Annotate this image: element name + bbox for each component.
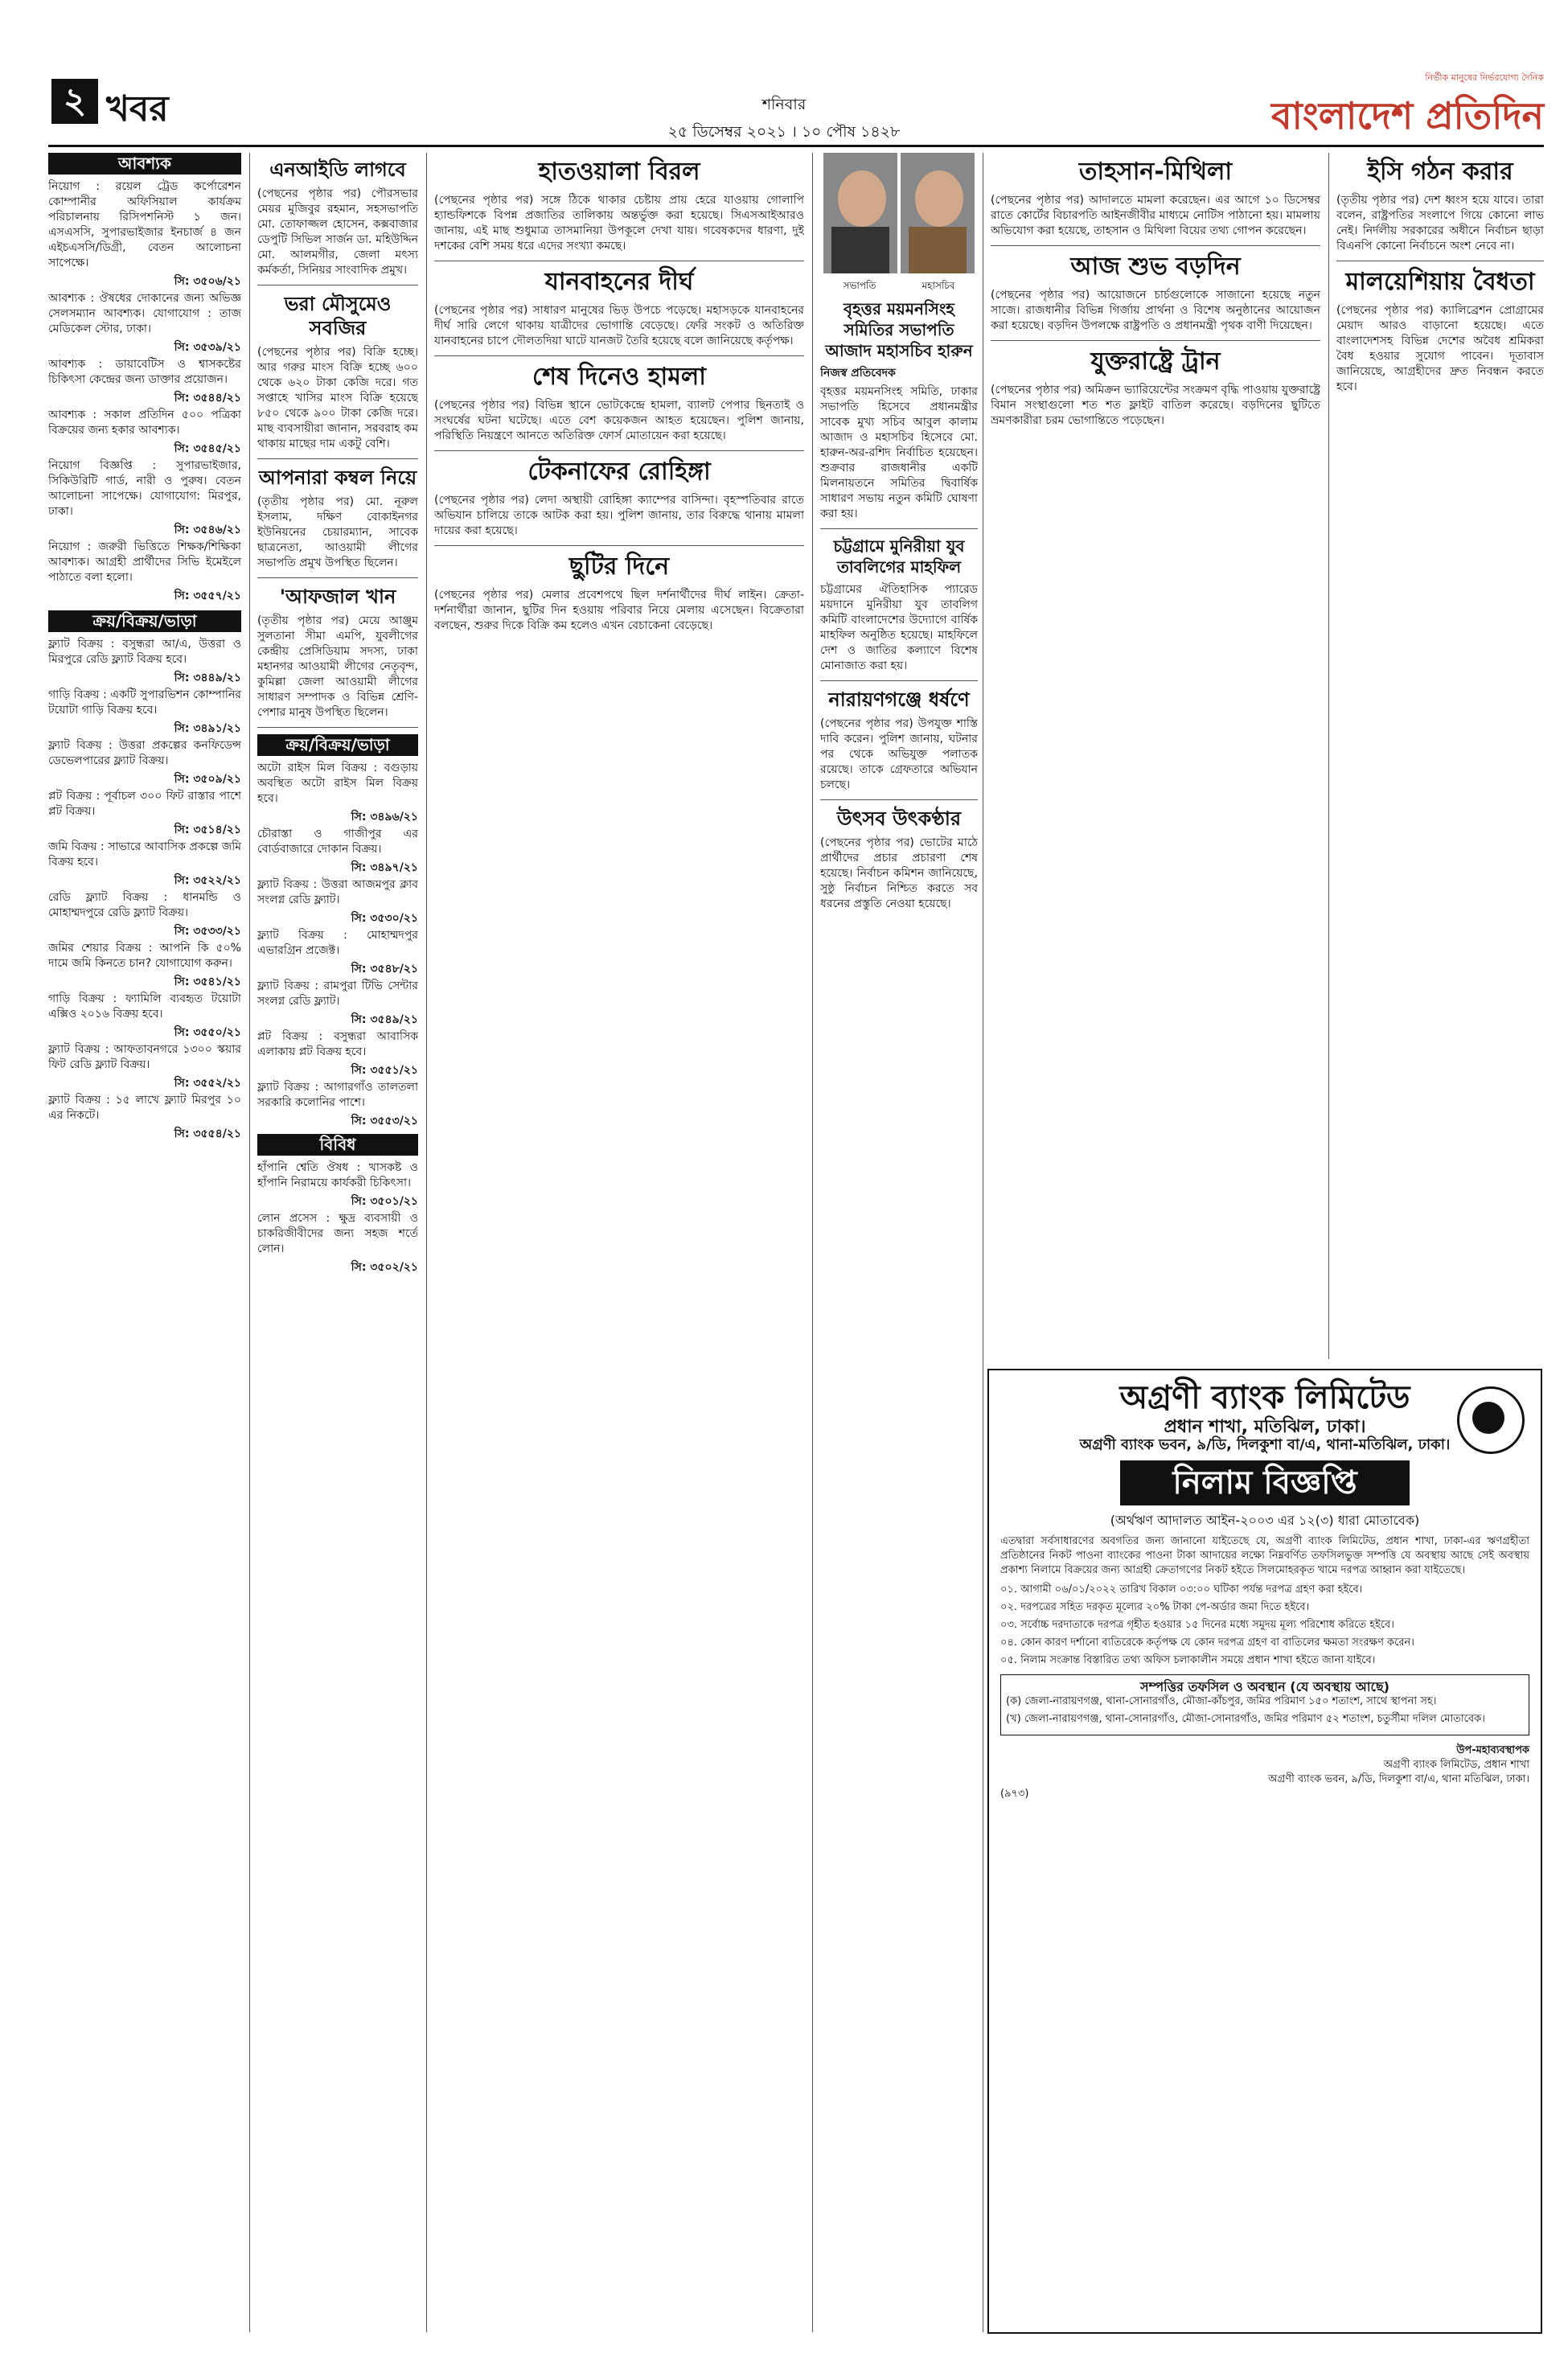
day-label: শনিবার [761, 96, 807, 113]
classified-ad-code: সি: ৩৫৪৪/২১ [174, 392, 241, 405]
auction-terms [1000, 1583, 1529, 1668]
classified-ad-text: প্লট বিক্রয় : বসুন্ধরা আবাসিক এলাকায় প্লট বিক্রয় হবে। [257, 1030, 418, 1058]
classified-ad [48, 688, 241, 737]
classified-ad [257, 1160, 418, 1210]
buysell2-list [257, 761, 418, 1129]
classified-ad-code: সি: ৩৫৫০/২১ [174, 1026, 241, 1039]
classified-ad-code: সি: ৩৫৪১/২১ [174, 975, 241, 988]
signer-address: অগ্রণী ব্যাংক ভবন, ৯/ডি, দিলকুশা বা/এ, থানা মতিঝিল, ঢাকা। [1268, 1773, 1529, 1785]
misc-heading: বিবিধ [257, 1134, 418, 1156]
divider [991, 245, 1320, 246]
divider [991, 340, 1320, 341]
headline-malaysia[interactable]: মালয়েশিয়ায় বৈধতা [1345, 268, 1535, 296]
headline-mymensingh[interactable]: বৃহত্তর ময়মনসিংহ সমিতির সভাপতি আজাদ মহাসচিব হারুন [825, 299, 973, 360]
article-narayanganj-body: (পেছনের পৃষ্ঠার পর) উপযুক্ত শাস্তি দাবি করেন। পুলিশ জানায়, ঘটনার পর থেকে অভিযুক্ত পলাতক রয়েছে। তাকে গ্রেফতারে অভিযান চলছে। [820, 717, 978, 791]
headline-narayanganj[interactable]: নারায়ণগঞ্জে ধর্ষণে [828, 688, 970, 711]
classified-ad-code: সি: ৩৫০১/২১ [351, 1195, 418, 1208]
classified-ad-code: সি: ৩৫০৬/২১ [174, 275, 241, 288]
signer-title: উপ-মহাব্যবস্থাপক [1456, 1744, 1529, 1756]
misc-list [257, 1160, 418, 1275]
brand-tagline: নির্ভীক মানুষের নির্ভরযোগ্য দৈনিক [1425, 72, 1544, 83]
classified-ad-code: সি: ৩৪৪৯/২১ [174, 672, 241, 684]
portrait-captions [820, 278, 978, 294]
classified-ad-text: নিয়োগ : রয়েল ট্রেড কর্পোরেশন কোম্পানীর অফিসিয়াল কার্যক্রম পরিচালনায় রিসিপশনিস্ট ১ জন। এসএসসি, সুপারভাইজার ইনচার্জ ৪ জন এইচএসসি/ডিগ্রী, বেতন আলোচনা সাপেক্ষে। [48, 180, 241, 269]
portrait-secretary [901, 153, 975, 273]
classified-ad-text: ফ্ল্যাট বিক্রয় : রামপুরা টিভি সেন্টার সংলগ্ন রেডি ফ্ল্যাট। [257, 980, 418, 1008]
classified-ad-text: ফ্ল্যাট বিক্রয় : বসুন্ধরা আ/এ, উত্তরা ও মিরপুরে রেডি ফ্ল্যাট বিক্রয় হবে। [48, 638, 241, 666]
classified-ad-code: সি: ৩৫২২/২১ [174, 874, 241, 887]
classified-ad-text: ফ্ল্যাট বিক্রয় : উত্তরা প্রকল্পের কনফিডেন্স ডেভেলপারের ফ্ল্যাট বিক্রয়। [48, 739, 241, 767]
classified-ad-text: ফ্ল্যাট বিক্রয় : আফতাবনগরে ১৩০০ স্কয়ার ফিট রেডি ফ্ল্যাট বিক্রয়। [48, 1043, 241, 1071]
headline-ec[interactable]: ইসি গঠন করার [1367, 158, 1513, 186]
signer-org: অগ্রণী ব্যাংক লিমিটেড, প্রধান শাখা [1383, 1759, 1529, 1771]
headline-afzal[interactable]: 'আফজাল খান [279, 585, 396, 608]
classified-ad [48, 789, 241, 838]
classified-ad-code: সি: ৩৫০৯/২১ [174, 773, 241, 786]
classified-ad-text: রেডি ফ্ল্যাট বিক্রয় : ধানমন্ডি ও মোহাম্মদপুরে রেডি ফ্ল্যাট বিক্রয়। [48, 891, 241, 919]
caption-president: সভাপতি [843, 280, 876, 291]
classified-ad-code: সি: ৩৫৫৭/২১ [174, 589, 241, 602]
bank-auction-ad [987, 1369, 1542, 2334]
classified-ad [48, 540, 241, 604]
divider [257, 458, 418, 459]
classified-ad-text: গাড়ি বিক্রয় : একটি সুপারভিশন কোম্পানির টয়োটা গাড়ি বিক্রয় হবে। [48, 688, 241, 717]
bank-logo-icon [1457, 1386, 1525, 1454]
headline-hatwala[interactable]: হাতওয়ালা বিরল [538, 158, 700, 186]
classified-ad-text: আবশ্যক : ঔষধের দোকানের জন্য অভিজ্ঞ সেলসম্যান আবশ্যক। যোগাযোগ : তাজ মেডিকেল স্টোর, ঢাকা। [48, 292, 241, 335]
jobs-list [48, 179, 241, 604]
article-transport-body: (পেছনের পৃষ্ঠার পর) সাধারণ মানুষের ভিড় উপচে পড়েছে। মহাসড়কে যানবাহনের দীর্ঘ সারি লেগে থাকায় যাত্রীদের ভোগান্তি বেড়েছে। ফেরি সংকট ও অতিরিক্ত যানবাহনের চাপে দৌলতদিয়া ঘাটে যানজট তৈরি হয়েছে বলে জানিয়েছে কর্তৃপক্ষ। [434, 304, 804, 347]
article-usa-body: (পেছনের পৃষ্ঠার পর) অমিক্রন ভ্যারিয়েন্টের সংক্রমণ বৃদ্ধি পাওয়ায় যুক্তরাষ্ট্রে বিমান সংস্থাগুলো শত শত ফ্লাইট বাতিল করেছে। বড়দিনের ছুটিতে ভ্রমণকারীরা চরম ভোগান্তিতে পড়েছেন। [991, 384, 1320, 427]
auction-term: ০৫. নিলাম সংক্রান্ত বিস্তারিত তথ্য অফিস চলাকালীন সময়ে প্রধান শাখা হইতে জানা যাইবে। [1000, 1654, 1376, 1666]
headline-holiday[interactable]: ছুটির দিনে [569, 552, 670, 581]
portrait-president [823, 153, 897, 273]
classified-ad [257, 928, 418, 977]
classified-ad-text: নিয়োগ : জরুরী ভিত্তিতে শিক্ষক/শিক্ষিকা আবশ্যক। আগ্রহী প্রার্থীদের সিভি ইমেইলে পাঠাতে বলা হলো। [48, 540, 241, 584]
column-two [257, 153, 418, 2324]
classified-ad-text: লোন প্রসেস : ক্ষুদ্র ব্যবসায়ী ও চাকরিজীবীদের জন্য সহজ শর্তে লোন। [257, 1212, 418, 1255]
classified-ad-code: সি: ৩৫৫১/২১ [351, 1064, 418, 1077]
article-festival-body: (পেছনের পৃষ্ঠার পর) ভোটের মাঠে প্রার্থীদের প্রচার প্রচারণা শেষ হয়েছে। নির্বাচন কমিশন জানিয়েছে, সুষ্ঠু নির্বাচন নিশ্চিত করতে সব ধরনের প্রস্তুতি নেওয়া হয়েছে। [820, 836, 978, 910]
classified-ad-text: আবশ্যক : ডায়াবেটিস ও শ্বাসকষ্টের চিকিৎসা কেন্দ্রের জন্য ডাক্তার প্রয়োজন। [48, 358, 241, 386]
article-hatwala-body: (পেছনের পৃষ্ঠার পর) সঙ্গে ঠিকে থাকার চেষ্টায় প্রায় হেরে যাওয়ায় গোলাপি হ্যান্ডফিশকে বিপন্ন প্রজাতির তালিকায় অন্তর্ভুক্ত করা হয়েছে। সিএসআইআরও জানায়, এই মাছ শুধুমাত্র তাসমানিয়া উপকূলে দেখা যায়। গবেষকদের ধারণা, দুই দশকের বেশি সময় ধরে এদের সংখ্যা কমছে। [434, 194, 804, 253]
bank-branch: প্রধান শাখা, মতিঝিল, ঢাকা। [1164, 1417, 1366, 1437]
classified-ad [48, 357, 241, 406]
classified-ad-text: গাড়ি বিক্রয় : ফ্যামিলি ব্যবহৃত টয়োটা এক্সিও ২০১৬ বিক্রয় হবে। [48, 992, 241, 1021]
divider [257, 577, 418, 578]
classified-ad [257, 761, 418, 825]
classified-ad [257, 1211, 418, 1275]
portraits [820, 153, 978, 278]
auction-notice-title: নিলাম বিজ্ঞপ্তি [1120, 1460, 1410, 1505]
classified-ad-text: চৌরাস্তা ও গাজীপুর এর বোর্ডবাজারে দোকান বিক্রয়। [257, 828, 418, 856]
classified-ad-code: সি: ৩৪৯৭/২১ [351, 861, 418, 874]
column-divider [426, 153, 427, 2332]
classified-ad [48, 840, 241, 889]
headline-blanket[interactable]: আপনারা কম্বল নিয়ে [258, 466, 417, 489]
classified-ad [48, 408, 241, 457]
classified-ad [257, 877, 418, 926]
auction-term: ০২. দরপত্রের সহিত দরকৃত মূল্যের ২০% টাকা পে-অর্ডার জমা দিতে হইবে। [1000, 1601, 1310, 1613]
headline-transport[interactable]: যানবাহনের দীর্ঘ [544, 268, 694, 296]
divider [820, 799, 978, 800]
column-four [820, 153, 978, 2324]
masthead-rule [48, 145, 1544, 147]
headline-vegetables[interactable]: ভরা মৌসুমেও সবজির [284, 293, 392, 339]
classified-ad [257, 1029, 418, 1078]
headline-attack[interactable]: শেষ দিনেও হামলা [532, 363, 706, 391]
classified-ad [257, 979, 418, 1028]
classified-ad-code: সি: ৩৫৩০/২১ [351, 912, 418, 925]
classified-ad-code: সি: ৩৫৪৯/২১ [351, 1013, 418, 1026]
headline-christmas[interactable]: আজ শুভ বড়দিন [1070, 253, 1241, 281]
article-vegetables-body: (পেছনের পৃষ্ঠার পর) বিক্রি হচ্ছে। আর গরুর মাংস বিক্রি হচ্ছে ৬০০ থেকে ৬২০ টাকা কেজি দরে। গত সপ্তাহে খাসির মাংস বিক্রি হয়েছে ৮৫০ থেকে ৯০০ টাকা কেজি দরে। মাছ ব্যবসায়ীরা জানান, সরবরাহ কম থাকায় মাছের দাম একটু বেশি। [257, 346, 418, 450]
classified-ad-code: সি: ৩৫১৪/২১ [174, 824, 241, 836]
divider [820, 528, 978, 529]
headline-nid[interactable]: এনআইডি লাগবে [269, 158, 406, 181]
auction-term: ০৩. সর্বোচ্চ দরদাতাকে দরপত্র গৃহীত হওয়ার ১৫ দিনের মধ্যে সমুদয় মূল্য পরিশোধ করিতে হইবে। [1000, 1619, 1394, 1631]
caption-secretary: মহাসচিব [922, 280, 955, 291]
auction-term: ০৪. কোন কারণ দর্শানো ব্যতিরেকে কর্তৃপক্ষ যে কোন দরপত্র গ্রহণ বা বাতিলের ক্ষমতা সংরক্ষণ করেন। [1000, 1637, 1414, 1649]
classified-ad [48, 458, 241, 538]
article-mymensingh-body: বৃহত্তর ময়মনসিংহ সমিতি, ঢাকার সভাপতি হিসেবে প্রধানমন্ত্রীর সাবেক মুখ্য সচিব আবুল কালাম আজাদ ও মহাসচিব হিসেবে মো. হারুন-অর-রশিদ নির্বাচিত হয়েছেন। শুক্রবার রাজধানীর একটি মিলনায়তনে সমিতির দ্বিবার্ষিক সাধারণ সভায় নতুন কমিটি ঘোষণা করা হয়। [820, 385, 978, 520]
article-malaysia-body: (পেছনের পৃষ্ঠার পর) ক্যালিব্রেশন প্রোগ্রামের মেয়াদ আরও বাড়ানো হয়েছে। এতে বাংলাদেশসহ বিভিন্ন দেশের অবৈধ শ্রমিকরা বৈধ হওয়ার সুযোগ পাবেন। দূতাবাস জানিয়েছে, আগ্রহীদের দ্রুত নিবন্ধন করতে হবে। [1336, 304, 1544, 393]
classified-ad-code: সি: ৩৫৪৮/২১ [351, 963, 418, 975]
auction-body: এতদ্বারা সর্বসাধারণের অবগতির জন্য জানানো যাইতেছে যে, অগ্রণী ব্যাংক লিমিটেড, প্রধান শাখা, ঢাকা-এর ঋণগ্রহীতা প্রতিষ্ঠানের নিকট পাওনা ব্যাংকের পাওনা টাকা আদায়ের লক্ষ্যে নিম্নবর্ণিত তফসিলভুক্ত সম্পত্তি যে অবস্থায় আছে সেই অবস্থায় প্রকাশ্য নিলামে বিক্রয়ের জন্য আগ্রহী ক্রেতাগণের নিকট হইতে সিলমোহরকৃত খামে দরপত্র আহ্বান করা যাইতেছে। [1000, 1535, 1529, 1576]
classified-ad [48, 637, 241, 686]
classified-ad-code: সি: ৩৪৯৬/২১ [351, 811, 418, 824]
article-holiday-body: (পেছনের পৃষ্ঠার পর) মেলার প্রবেশপথে ছিল দর্শনার্থীদের দীর্ঘ লাইন। ক্রেতা-দর্শনার্থীরা জানান, ছুটির দিন হওয়ায় পরিবার নিয়ে মেলায় এসেছেন। বিক্রেতারা বলছেন, শুরুর দিকে বিক্রি কম হলেও এখন বেচাকেনা বেড়েছে। [434, 589, 804, 632]
classified-ad-text: ফ্ল্যাট বিক্রয় : মোহাম্মদপুর এভারগ্রিন প্রজেক্ট। [257, 929, 418, 957]
classified-ad [48, 890, 241, 939]
classified-ad-code: সি: ৩৫৫২/২১ [174, 1077, 241, 1090]
column-six [1336, 153, 1544, 1359]
headline-tahsan[interactable]: তাহসান-মিথিলা [1078, 158, 1233, 186]
classified-ad-text: ফ্ল্যাট বিক্রয় : উত্তরা আজমপুর ক্লাব সংলগ্ন রেডি ফ্ল্যাট। [257, 878, 418, 906]
article-christmas-body: (পেছনের পৃষ্ঠার পর) আয়োজনে চার্চগুলোকে সাজানো হয়েছে নতুন সাজে। রাজধানীর বিভিন্ন গির্জায় প্রার্থনা ও বিশেষ অনুষ্ঠানের আয়োজন করা হয়েছে। বড়দিন উপলক্ষে রাষ্ট্রপতি ও প্রধানমন্ত্রী পৃথক বাণী দিয়েছেন। [991, 289, 1320, 332]
article-tahsan-body: (পেছনের পৃষ্ঠার পর) আদালতে মামলা করেছেন। এর আগে ১০ ডিসেম্বর রাতে কোর্টের বিচারপতি আইনজীবীর মাধ্যমে নোটিস পাঠানো হয়। মামলায় অভিযোগ করা হয়েছে, তাহসান ও মিথিলা বিয়ের তথ্য গোপন করেছেন। [991, 194, 1320, 237]
headline-festival[interactable]: উৎসব উৎকণ্ঠার [836, 807, 962, 830]
classified-ad-text: আবশ্যক : সকাল প্রতিদিন ৫০০ পত্রিকা বিক্রয়ের জন্য হকার আবশ্যক। [48, 409, 241, 437]
divider [434, 545, 804, 546]
classified-ad [48, 992, 241, 1041]
classified-ad-text: ফ্ল্যাট বিক্রয় : ১৫ লাখে ফ্ল্যাট মিরপুর ১০ এর নিকটে। [48, 1094, 241, 1122]
classified-ad-code: সি: ৩৪৯১/২১ [174, 722, 241, 735]
classified-ad [257, 827, 418, 876]
article-attack-body: (পেছনের পৃষ্ঠার পর) বিভিন্ন স্থানে ভোটকেন্দ্রে হামলা, ব্যালট পেপার ছিনতাই ও সংঘর্ষের ঘটনা ঘটেছে। এতে বেশ কয়েকজন আহত হয়েছেন। পুলিশ জানায়, পরিস্থিতি নিয়ন্ত্রণে আনতে অতিরিক্ত ফোর্স মোতায়েন করা হয়েছে। [434, 399, 804, 442]
article-ec-body: (তৃতীয় পৃষ্ঠার পর) দেশ ধ্বংস হয়ে যাবে। তারা বলেন, রাষ্ট্রপতির সংলাপে গিয়ে কোনো লাভ নেই। নির্দলীয় সরকারের অধীনে নির্বাচন ছাড়া বিএনপি কোনো নির্বাচনে অংশ নেবে না। [1336, 194, 1544, 253]
schedule-item: (ক) জেলা-নারায়ণগঞ্জ, থানা-সোনারগাঁও, মৌজা-কাঁচপুর, জমির পরিমাণ ১৫০ শতাংশ, সাথে স্থাপনা সহ। [1006, 1695, 1437, 1707]
auction-law: (অর্থঋণ আদালত আইন-২০০৩ এর ১২(৩) ধারা মোতাবেক) [1110, 1513, 1420, 1528]
classified-ad [257, 1080, 418, 1129]
classified-ad-text: নিয়োগ বিজ্ঞপ্তি : সুপারভাইজার, সিকিউরিটি গার্ড, নারী ও পুরুষ। বেতন আলোচনা সাপেক্ষে। যোগাযোগ: মিরপুর, ঢাকা। [48, 459, 241, 518]
classified-ad-text: অটো রাইস মিল বিক্রয় : বগুড়ায় অবস্থিত অটো রাইস মিল বিক্রয় হবে। [257, 762, 418, 805]
section-title: খবর [106, 88, 169, 129]
headline-chattogram[interactable]: চট্টগ্রামে মুনিরীয়া যুব তাবলিগের মাহফিল [833, 536, 965, 577]
schedule-title: সম্পত্তির তফসিল ও অবস্থান (যে অবস্থায় আছে) [1140, 1679, 1389, 1694]
column-divider [1328, 153, 1329, 1359]
classified-ad-code: সি: ৩৫০২/২১ [351, 1261, 418, 1274]
divider [820, 680, 978, 681]
brand-logo[interactable]: বাংলাদেশ প্রতিদিন [1270, 94, 1544, 138]
schedule-item: (খ) জেলা-নারায়ণগঞ্জ, থানা-সোনারগাঁও, মৌজা-সোনারগাঁও, জমির পরিমাণ ৫২ শতাংশ, চতুর্সীমা দলিল মোতাবেক। [1006, 1713, 1485, 1725]
classified-ad-code: সি: ৩৫৫৪/২১ [174, 1127, 241, 1140]
headline-technaf[interactable]: টেকনাফের রোহিঙ্গা [527, 458, 711, 486]
buysell-heading: ক্রয়/বিক্রয়/ভাড়া [48, 610, 241, 632]
classified-ad-code: সি: ৩৫৪৫/২১ [174, 442, 241, 455]
auction-term: ০১. আগামী ০৬/০১/২০২২ তারিখ বিকাল ০৩:০০ ঘটিকা পর্যন্ত দরপত্র গ্রহণ করা হইবে। [1000, 1583, 1363, 1596]
byline: নিজস্ব প্রতিবেদক [820, 367, 896, 380]
date-label: ২৫ ডিসেম্বর ২০২১ । ১০ পৌষ ১৪২৮ [667, 123, 901, 141]
article-chattogram-body: চট্টগ্রামের ঐতিহাসিক প্যারেড ময়দানে মুনিরীয়া যুব তাবলিগ কমিটি বাংলাদেশের উদ্যোগে বার্ষিক মাহফিল অনুষ্ঠিত হয়েছে। মাহফিলে দেশ ও জাতির কল্যাণে বিশেষ মোনাজাত করা হয়। [820, 583, 978, 672]
buysell-list [48, 637, 241, 1142]
classified-ad-text: ফ্ল্যাট বিক্রয় : আগারগাঁও তালতলা সরকারি কলোনির পাশে। [257, 1081, 418, 1109]
classified-ad-text: জমি বিক্রয় : সাভারে আবাসিক প্রকল্পে জমি বিক্রয় হবে। [48, 840, 241, 869]
classified-ad [48, 738, 241, 787]
article-technaf-body: (পেছনের পৃষ্ঠার পর) লেদা অস্থায়ী রোহিঙ্গা ক্যাম্পের বাসিন্দা। বৃহস্পতিবার রাতে অভিযান চালিয়ে তাকে আটক করা হয়। পুলিশ জানায়, তার বিরুদ্ধে থানায় মামলা দায়ের করা হয়েছে। [434, 494, 804, 537]
classified-ad [48, 179, 241, 290]
bank-name: অগ্রণী ব্যাংক লিমিটেড [1119, 1379, 1410, 1416]
classified-ad [48, 1093, 241, 1142]
classified-ad-text: প্লট বিক্রয় : পূর্বাচল ৩০০ ফিট রাস্তার পাশে প্লট বিক্রয়। [48, 790, 241, 818]
classified-ad-text: জমির শেয়ার বিক্রয় : আপনি কি ৫০% দামে জমি কিনতে চান? যোগাযোগ করুন। [48, 942, 241, 970]
classified-ad-code: সি: ৩৫৫৩/২১ [351, 1115, 418, 1127]
divider [434, 355, 804, 356]
classified-ad-text: হাঁপানি শ্বেতি ঔষধ : খাসকষ্ট ও হাঁপানি নিরাময়ে কার্যকরী চিকিৎসা। [257, 1161, 418, 1189]
article-afzal-body: (তৃতীয় পৃষ্ঠার পর) মেয়ে আঞ্জুম সুলতানা সীমা এমপি, যুবলীগের কেন্দ্রীয় প্রেসিডিয়াম সদস্য, ঢাকা মহানগর আওয়ামী লীগের নেতৃবৃন্দ, কুমিল্লা জেলা আওয়ামী লীগের সাধারণ সম্পাদক ও বিভিন্ন শ্রেণি-পেশার মানুষ উপস্থিত ছিলেন। [257, 614, 418, 719]
classified-ad [48, 291, 241, 355]
article-nid-body: (পেছনের পৃষ্ঠার পর) পৌরসভার মেয়র মুজিবুর রহমান, সহসভাপতি মো. তোফাজ্জল হোসেন, কক্সবাজার ডেপুটি সিভিল সার্জন ডা. মহিউদ্দিন মো. আলমগীর, জেলা মৎস্য কর্মকর্তা, সিনিয়র সাংবাদিক প্রমুখ। [257, 187, 418, 277]
property-schedule [1000, 1674, 1529, 1735]
schedule-list [1006, 1694, 1524, 1727]
buysell2-heading: ক্রয়/বিক্রয়/ভাড়া [257, 734, 418, 756]
headline-usa[interactable]: যুক্তরাষ্ট্রে ট্রান [1090, 347, 1221, 376]
classified-ad [48, 1042, 241, 1091]
jobs-heading: আবশ্যক [48, 153, 241, 175]
page-number: ২ [51, 79, 98, 124]
classified-ad-code: সি: ৩৫৩৯/২১ [174, 341, 241, 354]
column-divider [812, 153, 813, 2332]
column-divider [249, 153, 250, 2332]
bank-address: অগ্রণী ব্যাংক ভবন, ৯/ডি, দিলকুশা বা/এ, থানা-মতিঝিল, ঢাকা। [1079, 1436, 1451, 1453]
column-three [434, 153, 804, 2324]
divider [257, 727, 418, 728]
classified-ad [48, 941, 241, 990]
article-blanket-body: (তৃতীয় পৃষ্ঠার পর) মো. নূরুল ইসলাম, দক্ষিণ বোকাইনগর ইউনিয়নের চেয়ারম্যান, সাবেক ছাত্রনেতা, আওয়ামী লীগের সভাপতি প্রমুখ উপস্থিত ছিলেন। [257, 495, 418, 569]
ad-code: (৯৭৩) [1000, 1788, 1029, 1800]
classified-ad-code: সি: ৩৫৩৩/২১ [174, 925, 241, 938]
column-five [991, 153, 1320, 1359]
divider [434, 450, 804, 451]
masthead [0, 0, 1568, 141]
classified-ad-code: সি: ৩৫৪৬/২১ [174, 524, 241, 536]
classifieds-column [48, 153, 241, 2324]
